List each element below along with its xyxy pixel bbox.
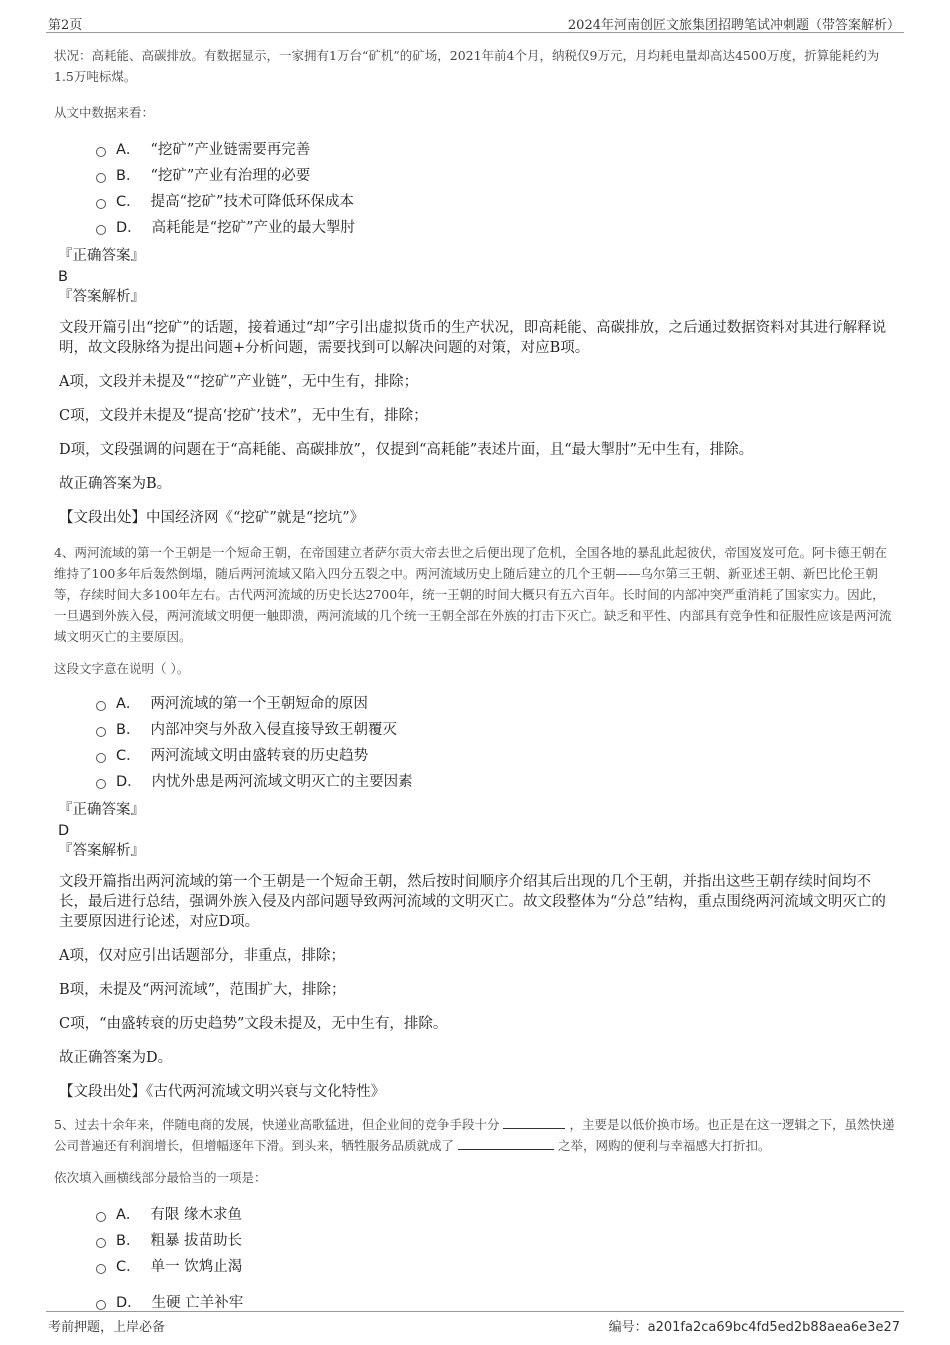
- page-header: [46, 12, 904, 33]
- q4-prompt: 这段文字意在说明（ ）。: [54, 661, 190, 676]
- q5-option-c[interactable]: C． 单一 饮鸩止渴: [96, 1254, 896, 1280]
- q3-option-b[interactable]: B． “挖矿”产业有治理的必要: [96, 163, 896, 189]
- radio-button-icon[interactable]: [96, 173, 106, 183]
- radio-button-icon[interactable]: [96, 727, 106, 737]
- document-title: 2024年河南创匠文旅集团招聘笔试冲刺题（带答案解析）: [567, 18, 900, 33]
- q4-analysis-para: 故正确答案为D。: [59, 1050, 173, 1066]
- radio-button-icon[interactable]: [96, 1300, 106, 1310]
- q5-option-b[interactable]: B． 粗暴 拔苗助长: [96, 1228, 896, 1254]
- q4-answer-label: 『正确答案』: [58, 802, 145, 818]
- q5-option-a[interactable]: A． 有限 缘木求鱼: [96, 1202, 896, 1228]
- q4-passage: 4、两河流域的第一个王朝是一个短命王朝，在帝国建立者萨尔贡大帝去世之后便出现了危机，全国各地的暴乱此起彼伏，帝国岌岌可危。阿卡德王朝在维持了100多年后轰然倒塌，随后两河流域又陷入四分五裂之中。两河流域历史上随后建立的几个王朝——乌尔第三王朝、新亚述王朝、新巴比伦王朝等，存续时间大多100年左右。古代两河流域的历史长达2700年，统一王朝的时间大概只有五六百年。长时间的内部冲突严重消耗了国家实力。因此，一旦遇到外族入侵，两河流域文明便一触即溃，两河流域的几个统一王朝全部在外族的打击下灭亡。缺乏和平性、内部具有竞争性和征服性应该是两河流域文明灭亡的主要原因。: [54, 545, 892, 644]
- q4-option-b[interactable]: B． 内部冲突与外敌入侵直接导致王朝覆灭: [96, 717, 896, 743]
- q3-option-d[interactable]: D． 高耗能是“挖矿”产业的最大掣肘: [96, 215, 896, 241]
- q3-analysis-para: A项，文段并未提及““挖矿”产业链”，无中生有，排除；: [59, 374, 419, 390]
- q4-analysis-label: 『答案解析』: [58, 843, 145, 859]
- q4-answer: D: [58, 823, 70, 839]
- q3-analysis-label: 『答案解析』: [58, 289, 145, 305]
- radio-button-icon[interactable]: [96, 147, 106, 157]
- q3-analysis-para: C项，文段并未提及“提高‘挖矿’技术”，无中生有，排除；: [59, 408, 428, 424]
- q3-passage: 状况：高耗能、高碳排放。有数据显示，一家拥有1万台“矿机”的矿场，2021年前4个月，纳税仅9万元，月均耗电量却高达4500万度，折算能耗约为1.5万吨标煤。: [54, 48, 880, 84]
- q4-analysis-para: C项，“由盛转衰的历史趋势”文段未提及，无中生有，排除。: [59, 1016, 448, 1032]
- radio-button-icon[interactable]: [96, 1238, 106, 1248]
- q4-source: 【文段出处】《古代两河流域文明兴衰与文化特性》: [59, 1084, 386, 1100]
- radio-button-icon[interactable]: [96, 1212, 106, 1222]
- page-number: 第2页: [48, 18, 83, 33]
- q5-options: [96, 1202, 896, 1316]
- q5-prompt: 依次填入画横线部分最恰当的一项是：: [54, 1170, 267, 1185]
- radio-button-icon[interactable]: [96, 1264, 106, 1274]
- q3-prompt: 从文中数据来看：: [54, 105, 155, 120]
- q3-option-c[interactable]: C． 提高“挖矿”技术可降低环保成本: [96, 189, 896, 215]
- q3-options: [96, 137, 896, 241]
- radio-button-icon[interactable]: [96, 779, 106, 789]
- q4-analysis: [59, 872, 896, 1102]
- document-code: 编号：a201fa2ca69bc4fd5ed2b88aea6e3e27: [608, 1320, 900, 1335]
- page-footer: [46, 1311, 904, 1334]
- page-content: [54, 42, 896, 1316]
- fill-blank-1[interactable]: [503, 1114, 565, 1129]
- q3-option-a[interactable]: A． “挖矿”产业链需要再完善: [96, 137, 896, 163]
- q3-answer-label: 『正确答案』: [58, 248, 145, 264]
- q4-options: [96, 691, 896, 795]
- q4-analysis-para: B项，未提及“两河流域”，范围扩大，排除；: [59, 982, 346, 998]
- q4-analysis-para: A项，仅对应引出话题部分，非重点，排除；: [59, 948, 345, 964]
- q3-analysis: [59, 318, 896, 528]
- fill-blank-2[interactable]: [458, 1135, 554, 1150]
- radio-button-icon[interactable]: [96, 753, 106, 763]
- q3-analysis-para: 文段开篇引出“挖矿”的话题，接着通过“却”字引出虚拟货币的生产状况，即高耗能、高碳排放，之后通过数据资料对其进行解释说明，故文段脉络为提出问题+分析问题，需要找到可以解决问题的对策，对应B项。: [59, 320, 887, 356]
- q4-analysis-para: 文段开篇指出两河流域的第一个王朝是一个短命王朝，然后按时间顺序介绍其后出现的几个王朝，并指出这些王朝存续时间均不长，最后进行总结，强调外族入侵及内部问题导致两河流域的文明灭亡。故文段整体为“分总”结构，重点围绕两河流域文明灭亡的主要原因进行论述，对应D项。: [59, 874, 886, 930]
- q3-analysis-para: 故正确答案为B。: [59, 476, 172, 492]
- q4-option-d[interactable]: D． 内忧外患是两河流域文明灭亡的主要因素: [96, 769, 896, 795]
- q5-option-d[interactable]: D． 生硬 亡羊补牢: [96, 1290, 896, 1316]
- radio-button-icon[interactable]: [96, 225, 106, 235]
- footer-slogan: 考前押题，上岸必备: [48, 1320, 166, 1335]
- radio-button-icon[interactable]: [96, 199, 106, 209]
- q3-analysis-para: D项，文段强调的问题在于“高耗能、高碳排放”，仅提到“高耗能”表述片面，且“最大掣肘”无中生有，排除。: [59, 442, 754, 458]
- q5-passage: 5、过去十余年来，伴随电商的发展，快递业高歌猛进，但企业间的竞争手段十分 ，主要是以低价换市场。也正是在这一逻辑之下，虽然快递公司普遍还有利润增长，但增幅逐年下滑。到头来，牺牲服务品质就成了 之举，网购的便利与幸福感大打折扣。: [54, 1114, 896, 1156]
- q3-source: 【文段出处】中国经济网《“挖矿”就是“挖坑”》: [59, 510, 365, 526]
- radio-button-icon[interactable]: [96, 701, 106, 711]
- q4-option-c[interactable]: C． 两河流域文明由盛转衰的历史趋势: [96, 743, 896, 769]
- q3-answer: B: [58, 269, 68, 285]
- q4-option-a[interactable]: A． 两河流域的第一个王朝短命的原因: [96, 691, 896, 717]
